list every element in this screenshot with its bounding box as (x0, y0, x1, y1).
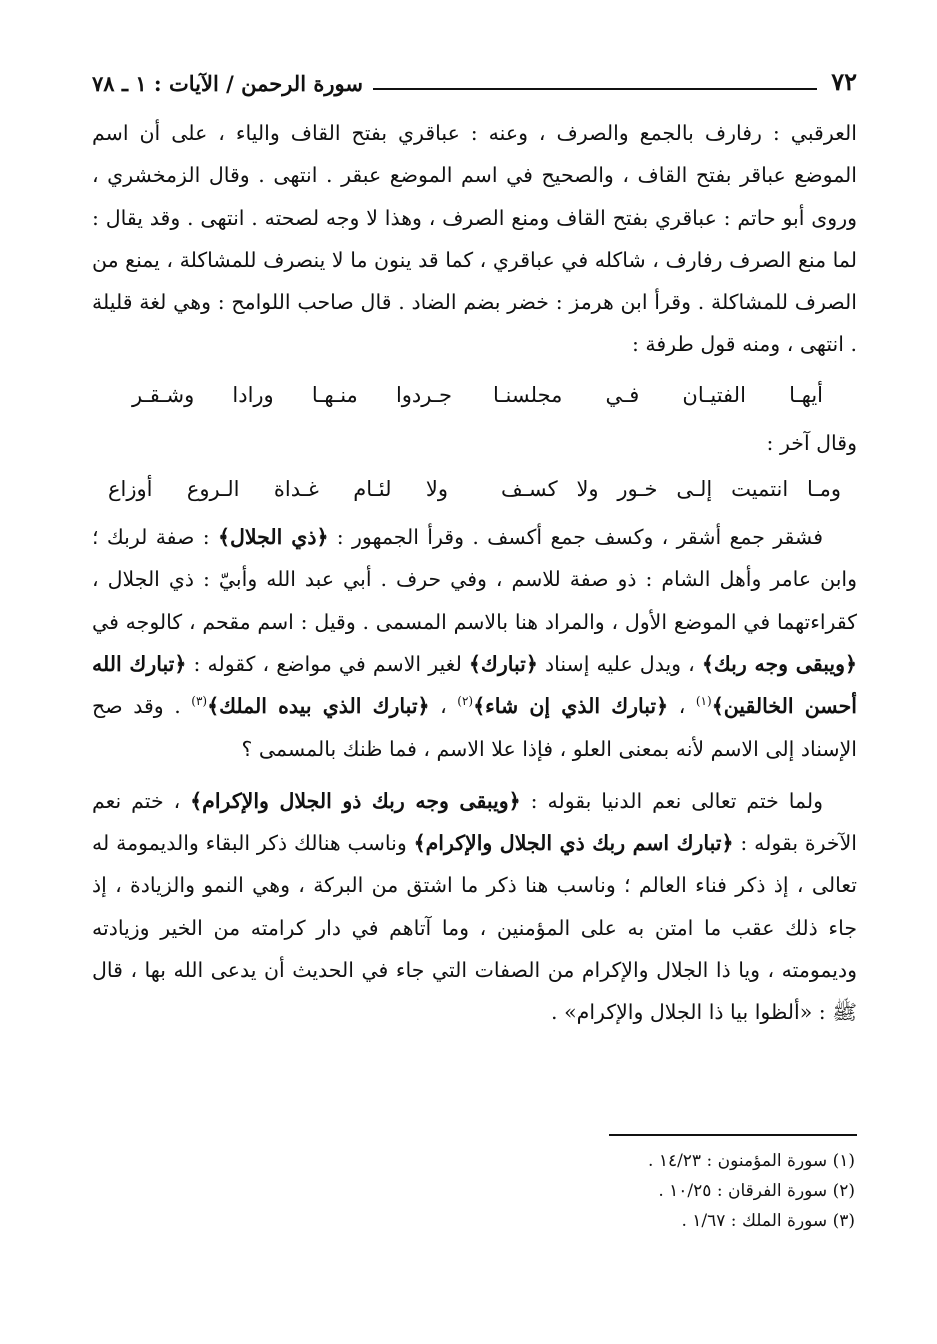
paragraph-4 (92, 780, 857, 1034)
poem-verse-2 (92, 468, 857, 510)
footnote-3: (٣) سورة الملك : ١/٦٧ . (681, 1211, 855, 1231)
paragraph-2: وقال آخر : (766, 430, 857, 455)
page-header (92, 62, 857, 96)
paragraph-4-text-c: وناسب هنالك ذكر البقاء والديمومة له تعالى ، إذ ذكر فناء العالم ؛ وناسب هنا ذكر ما اشتق من البركة ، وهي النمو والزيادة ، إذ جاء ذلك عقب ما امتن به على المؤمنين ، وما آتاهم في دار كرامته من الخير وزيادته وديمومته ، ويا ذا الجلال والإكرام من الصفات التي جاء في الحديث أن يدعى الله بها ، قال ﷺ : «ألظوا بيا ذا الجلال والإكرام» . (92, 831, 857, 1025)
paragraph-3 (92, 516, 857, 770)
verse-2-second-hemistich: ولا لئـام غـداة الـروع أوزاع (108, 477, 448, 502)
quran-quote: ﴿ذي الجلال﴾ (218, 525, 329, 550)
paragraph-3-text-d: لغير الاسم في مواضع ، كقوله : (186, 651, 469, 676)
paragraph-3-text-e: ، (668, 694, 696, 719)
footnotes (435, 1146, 855, 1236)
footnote-ref-3[interactable]: (٣) (191, 694, 208, 709)
verse-1-second-hemistich: جـردوا منـهـا ورادا وشـقـر (132, 382, 452, 407)
page-number: ٧٢ (831, 67, 857, 96)
poem-verse-1 (92, 374, 857, 416)
paragraph-3-text-g: . وقد صح الإسناد إلى الاسم لأنه بمعنى العلو ، فإذا علا الاسم ، فما ظنك بالمسمى ؟ (92, 694, 857, 761)
footnote-ref-2[interactable]: (٢) (457, 694, 474, 709)
verse-2-first-hemistich: ومـا انتميت إلـى خـور ولا كسـف (501, 477, 841, 502)
header-rule (373, 88, 817, 90)
quran-quote: ﴿تبارك الذي بيده الملك﴾ (207, 694, 430, 719)
quran-quote: ﴿ويبقى وجه ربك﴾ (701, 651, 857, 676)
paragraph-4-text-b: ، ختم نعم الآخرة بقوله : (92, 788, 857, 856)
main-text (92, 112, 857, 1034)
quran-quote: ﴿ويبقى وجه ربك ذو الجلال والإكرام﴾ (190, 788, 521, 813)
paragraph-1: العرقبي : رفارف بالجمع والصرف ، وعنه : عباقري بفتح القاف والياء ، على أن اسم الموضع عباقر بفتح القاف ، والصحيح في اسم الموضع عبقر . انتهى . وقال الزمخشري ، وروى أبو حاتم : عباقري بفتح القاف ومنع الصرف ، وهذا لا وجه لصحته . انتهى . وقد يقال : لما منع الصرف رفارف ، شاكله في عباقري ، كما قد ينون ما لا ينصرف للمشاكلة ، يمنع من الصرف للمشاكلة . وقرأ ابن هرمز : خضر بضم الضاد . قال صاحب اللوامح : وهي لغة قليلة . انتهى ، ومنه قول طرفة : (92, 121, 858, 357)
quran-quote: ﴿تبارك الله أحسن الخالقين﴾ (92, 651, 857, 719)
verse-1-first-hemistich: أيهـا الفتيـان فـي مجلسنـا (493, 382, 823, 407)
footnote-separator (609, 1134, 857, 1136)
quran-quote: ﴿تبارك﴾ (468, 651, 538, 676)
paragraph-3-text-c: ، ويدل عليه إسناد (537, 651, 702, 676)
paragraph-3-text-f: ، (429, 694, 458, 719)
footnote-ref-1[interactable]: (١) (695, 694, 712, 709)
footnote-1: (١) سورة المؤمنون : ١٤/٢٣ . (648, 1151, 855, 1171)
paragraph-3-text-b: : صفة لربك ؛ وابن عامر وأهل الشام : ذو صفة للاسم ، وفي حرف . أبي عبد الله وأبيّ : ذي الجلال ، كقراءتهما في الموضع الأول ، والمراد هنا بالاسم المسمى . وقيل : اسم مقحم ، كالوجه في (92, 525, 857, 634)
quran-quote: ﴿تبارك اسم ربك ذي الجلال والإكرام﴾ (413, 831, 734, 856)
footnote-2: (٢) سورة الفرقان : ١٠/٢٥ . (658, 1181, 855, 1201)
paragraph-4-text-a: ولما ختم تعالى نعم الدنيا بقوله : (520, 788, 824, 813)
running-title: سورة الرحمن / الآيات : ١ ـ ٧٨ (92, 71, 363, 96)
quran-quote: ﴿تبارك الذي إن شاء﴾ (473, 694, 669, 719)
paragraph-3-text-a: فشقر جمع أشقر ، وكسف جمع أكسف . وقرأ الجمهور : (328, 525, 824, 550)
